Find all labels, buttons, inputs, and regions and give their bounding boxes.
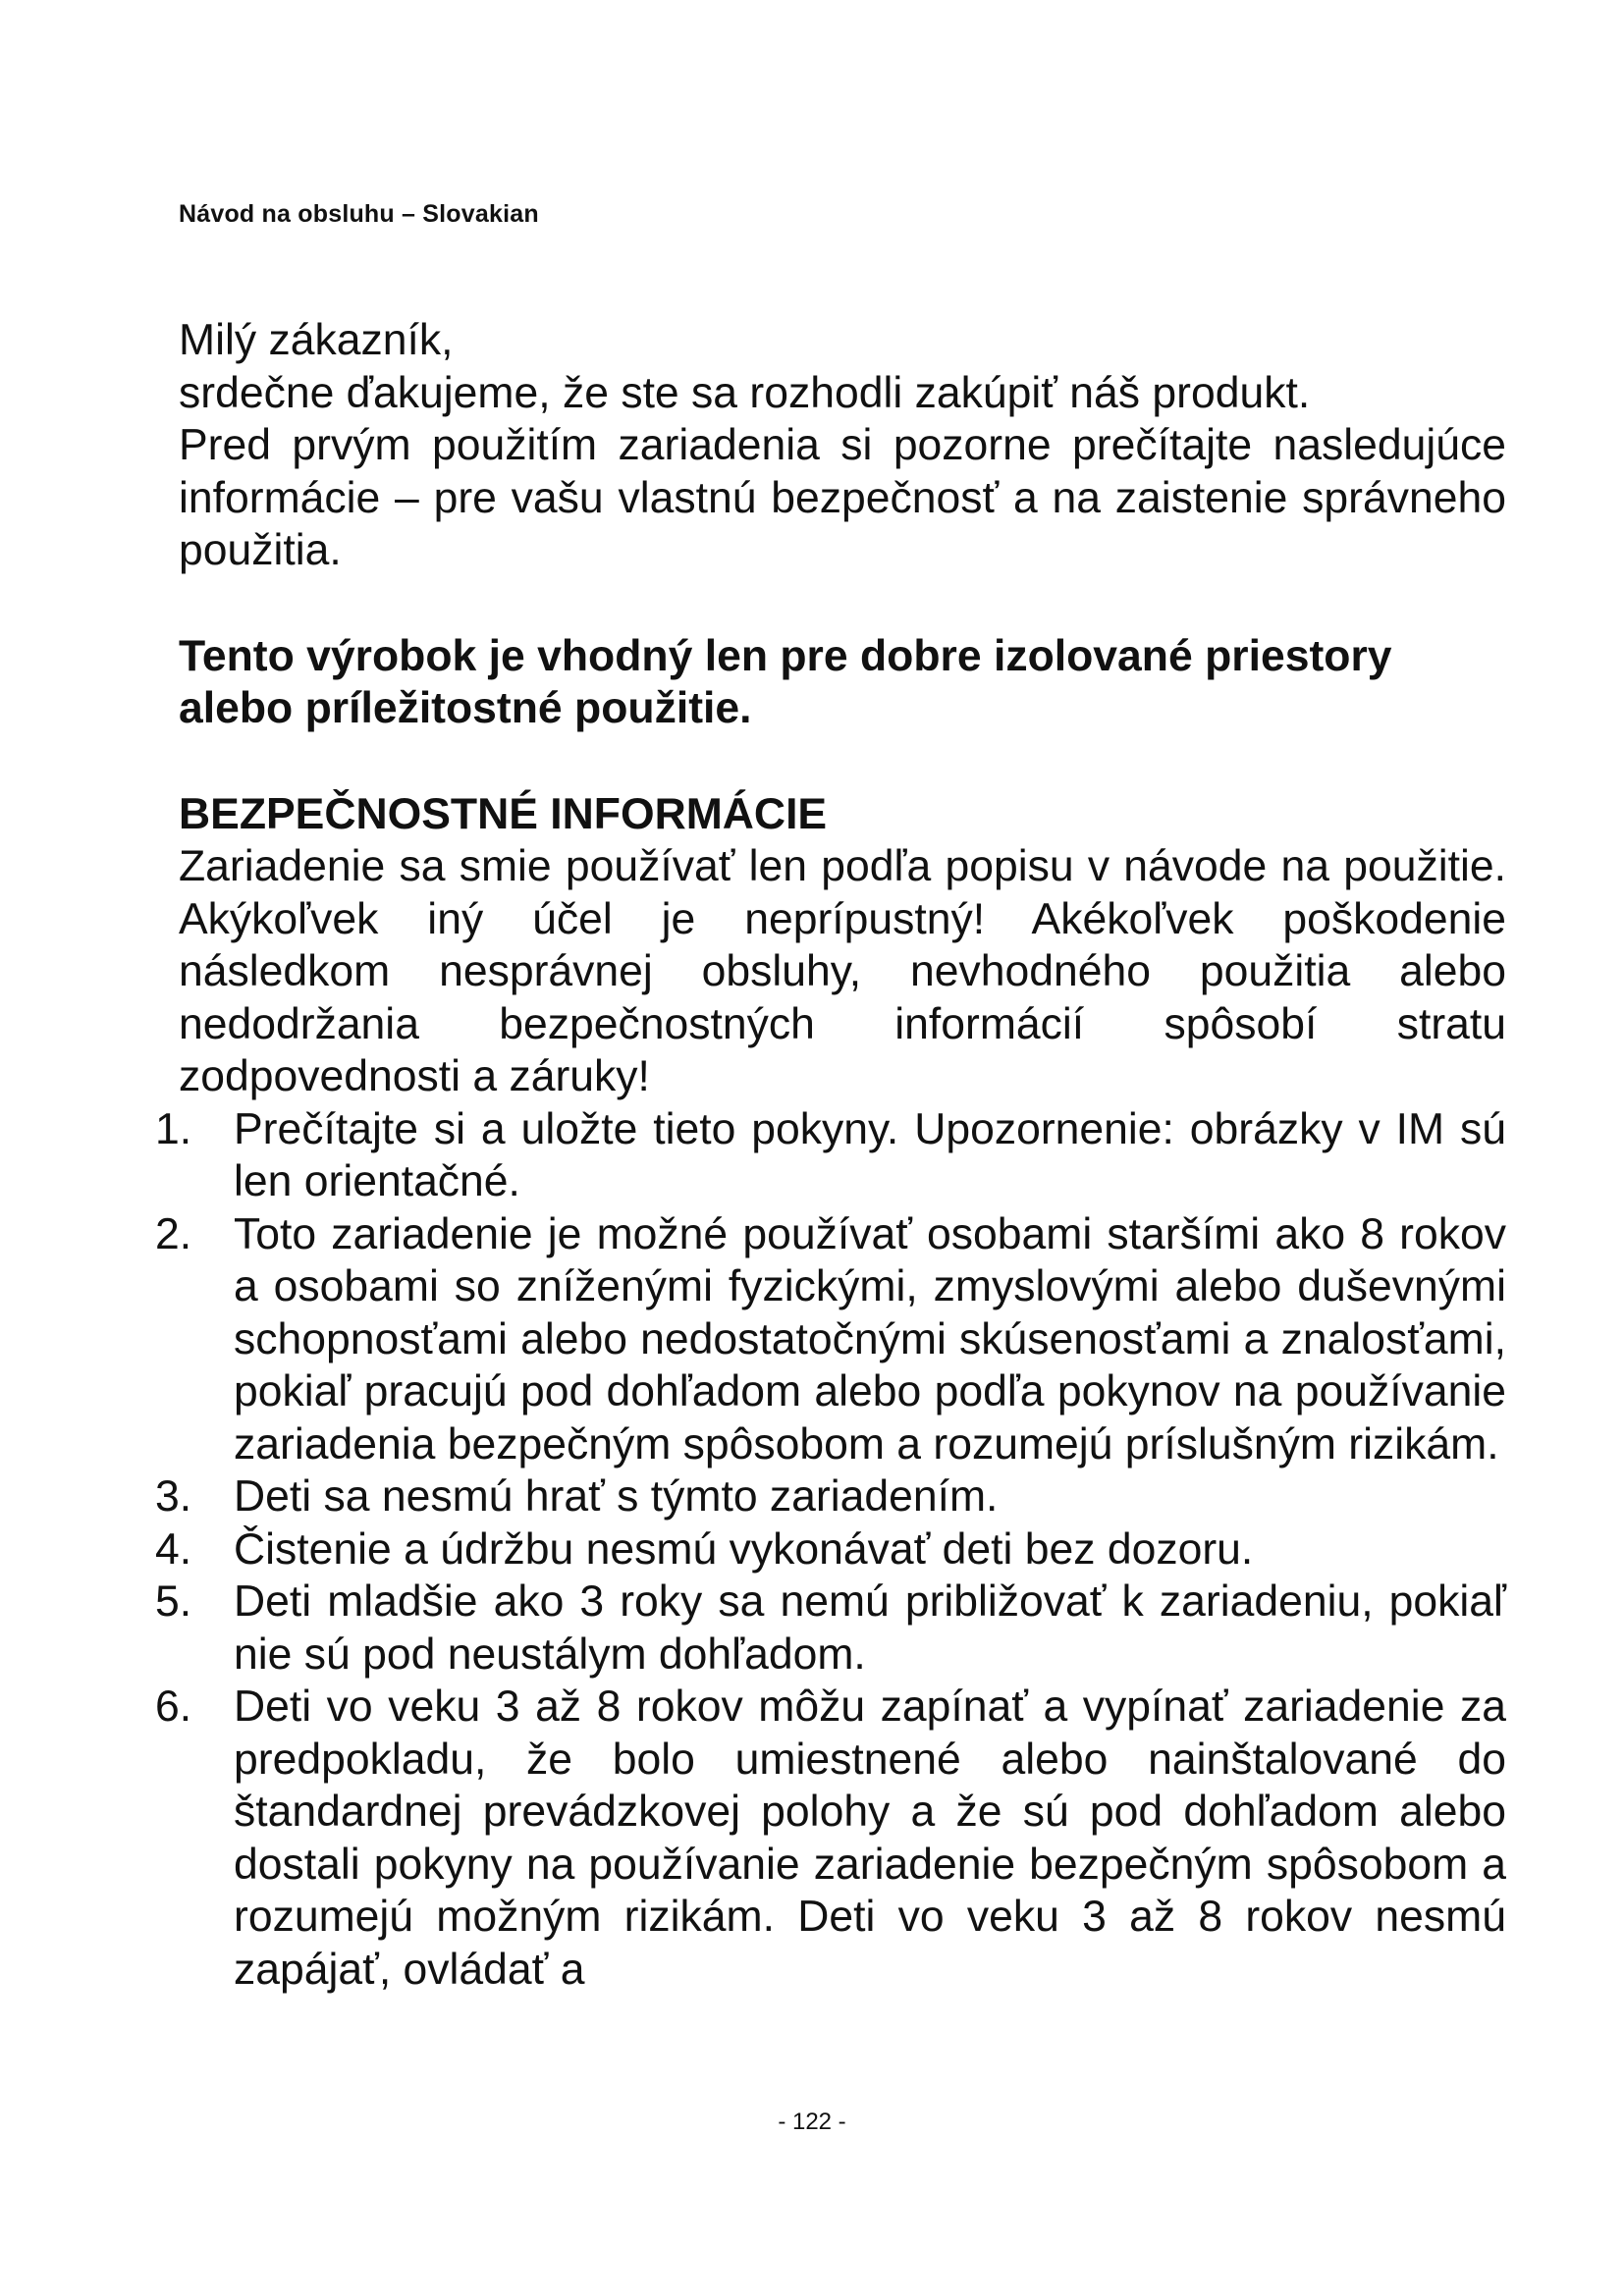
list-item — [155, 1523, 1506, 1576]
section-title: BEZPEČNOSTNÉ INFORMÁCIE — [179, 789, 828, 838]
document-body — [155, 314, 1506, 1996]
list-item — [155, 1103, 1506, 1208]
usage-notice: Tento výrobok je vhodný len pre dobre izolované priestory alebo príležitostné použitie. — [179, 631, 1392, 732]
list-item — [155, 1470, 1506, 1523]
instructions-paragraph: Pred prvým použitím zariadenia si pozorne prečítajte nasledujúce informácie – pre vašu vlastnú bezpečnosť a na zaistenie správneho použitia. — [179, 421, 1506, 574]
greeting: Milý zákazník, — [179, 316, 454, 364]
thanks-line: srdečne ďakujeme, že ste sa rozhodli zakúpiť náš produkt. — [179, 368, 1311, 417]
list-item-text: Deti mladšie ako 3 roky sa nemú približovať k zariadeniu, pokiaľ nie sú pod neustálym dohľadom. — [234, 1577, 1506, 1679]
safety-list — [155, 1103, 1506, 1997]
list-item-number: 6. — [155, 1682, 192, 1731]
list-item-number: 5. — [155, 1577, 192, 1626]
list-item-number: 3. — [155, 1472, 192, 1521]
list-item-text: Deti vo veku 3 až 8 rokov môžu zapínať a vypínať zariadenie za predpokladu, že bolo umiestnené alebo nainštalované do štandardnej prevádzkovej polohy a že sú pod dohľadom alebo dostali pokyny na používanie zariadenie bezpečným spôsobom a rozumejú možným rizikám. Deti vo veku 3 až 8 rokov nesmú zapájať, ovládať a — [234, 1682, 1506, 1994]
list-item-text: Čistenie a údržbu nesmú vykonávať deti bez dozoru. — [234, 1524, 1254, 1574]
safety-intro: Zariadenie sa smie používať len podľa popisu v návode na použitie. Akýkoľvek iný účel je neprípustný! Akékoľvek poškodenie následkom nesprávnej obsluhy, nevhodného použitia alebo nedodržania bezpečnostných informácií spôsobí stratu zodpovednosti a záruky! — [179, 842, 1506, 1100]
list-item — [155, 1575, 1506, 1681]
page-number: - 122 - — [778, 2109, 846, 2135]
list-item-number: 1. — [155, 1104, 192, 1153]
list-item — [155, 1681, 1506, 1996]
list-item-text: Prečítajte si a uložte tieto pokyny. Upozornenie: obrázky v IM sú len orientačné. — [234, 1104, 1506, 1205]
list-item-number: 4. — [155, 1524, 192, 1574]
list-item-text: Toto zariadenie je možné používať osobami staršími ako 8 rokov a osobami so zníženými fyzickými, zmyslovými alebo duševnými schopnosťami alebo nedostatočnými skúsenosťami a znalosťami, pokiaľ pracujú pod dohľadom alebo podľa pokynov na používanie zariadenia bezpečným spôsobom a rozumejú príslušným rizikám. — [234, 1209, 1506, 1468]
list-item — [155, 1208, 1506, 1471]
list-item-text: Deti sa nesmú hrať s týmto zariadením. — [234, 1472, 999, 1521]
page-header: Návod na obsluhu – Slovakian — [179, 200, 539, 228]
list-item-number: 2. — [155, 1209, 192, 1258]
